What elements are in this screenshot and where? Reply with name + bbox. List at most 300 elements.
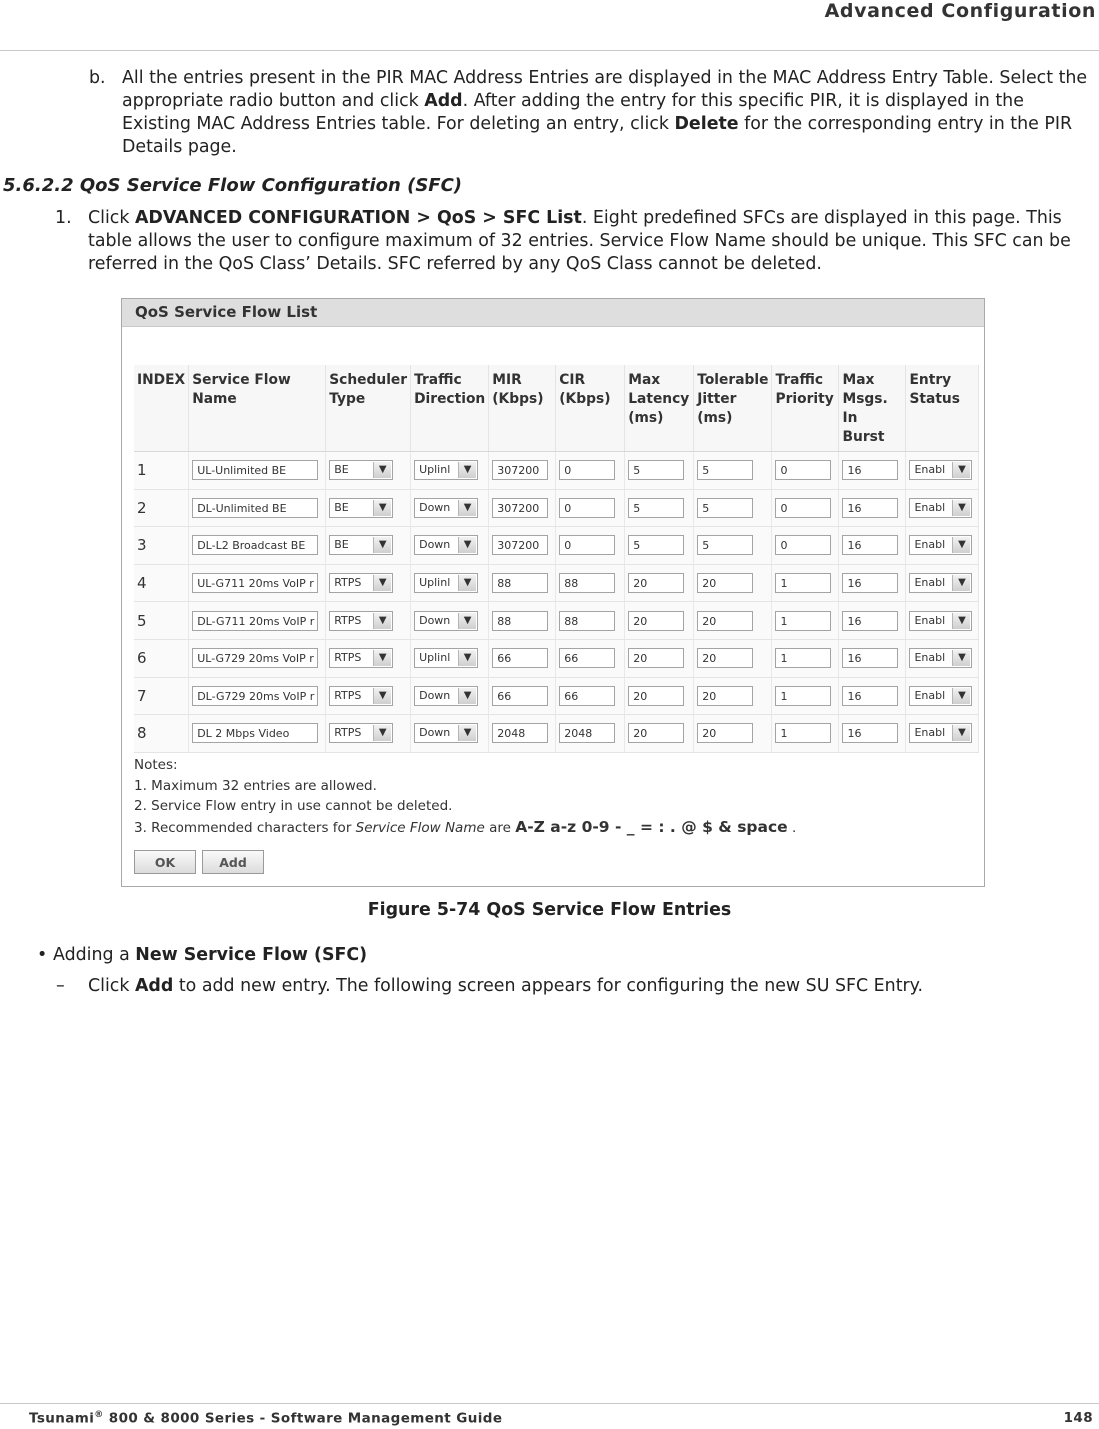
cell-traffic-direction xyxy=(411,489,489,527)
service-flow-name-input[interactable]: DL-Unlimited BE xyxy=(192,498,318,518)
scheduler-type-select[interactable] xyxy=(329,611,393,631)
column-header-index xyxy=(134,365,189,452)
notes-heading: Notes: xyxy=(134,757,178,773)
cell-index: 2 xyxy=(134,489,189,527)
scheduler-type-select[interactable] xyxy=(329,535,393,555)
entry-status-select[interactable] xyxy=(909,573,972,593)
cell-tolerable-jitter xyxy=(694,602,772,640)
note-3 xyxy=(134,817,796,839)
column-header-line: Direction xyxy=(414,391,486,407)
column-header-line: Status xyxy=(909,391,960,407)
bullet-marker: • xyxy=(37,945,48,965)
cell-mir xyxy=(489,602,556,640)
select-value: Uplinl xyxy=(419,576,451,590)
step-1-paragraph xyxy=(88,207,1096,276)
service-flow-name-input[interactable]: DL-G729 20ms VoIP r xyxy=(192,686,318,706)
cell-cir xyxy=(556,639,625,677)
panel-title: QoS Service Flow List xyxy=(122,299,984,327)
chevron-down-icon: ▼ xyxy=(373,537,391,553)
cell-traffic-direction xyxy=(411,677,489,715)
traffic-priority-input[interactable]: 1 xyxy=(775,648,831,668)
cell-traffic-direction xyxy=(411,564,489,602)
cell-tolerable-jitter xyxy=(694,489,772,527)
table-row xyxy=(134,715,979,753)
cell-max-latency xyxy=(625,602,694,640)
column-header-line: Scheduler xyxy=(329,372,408,388)
chevron-down-icon: ▼ xyxy=(952,688,970,704)
cell-tolerable-jitter xyxy=(694,677,772,715)
entry-status-select[interactable] xyxy=(909,498,972,518)
cell-tolerable-jitter xyxy=(694,715,772,753)
chevron-down-icon: ▼ xyxy=(373,613,391,629)
entry-status-select[interactable] xyxy=(909,686,972,706)
step-1-text-1: Click xyxy=(88,208,135,228)
cell-index: 8 xyxy=(134,715,189,753)
step-1-menu-path: ADVANCED CONFIGURATION > QoS > SFC List xyxy=(134,208,582,228)
cell-max-msgs-burst xyxy=(839,564,906,602)
table-row xyxy=(134,489,979,527)
column-header-line: INDEX xyxy=(137,372,186,388)
mir-input[interactable]: 2048 xyxy=(492,723,548,743)
select-value: Uplinl xyxy=(419,651,451,665)
sfc-table xyxy=(134,365,979,753)
cell-max-latency xyxy=(625,677,694,715)
scheduler-type-select[interactable] xyxy=(329,648,393,668)
cell-service-flow-name xyxy=(189,564,326,602)
cell-entry-status xyxy=(906,564,979,602)
max-latency-input[interactable]: 20 xyxy=(628,723,684,743)
column-header-max-latency xyxy=(625,365,694,452)
scheduler-type-select[interactable] xyxy=(329,460,393,480)
column-header-line: (Kbps) xyxy=(492,391,544,407)
traffic-direction-select[interactable] xyxy=(414,686,478,706)
cell-traffic-direction xyxy=(411,715,489,753)
step-1-text-2: . Eight predefined SFCs are displayed in this page. This table allows the user to configure maximum of 32 entries. Service Flow Name should be unique. This SFC can be referred in the QoS Class’ Details. SFC referred by any QoS Class cannot be deleted. xyxy=(88,208,1071,274)
mir-input[interactable]: 88 xyxy=(492,573,548,593)
tolerable-jitter-input[interactable]: 20 xyxy=(697,573,753,593)
cell-tolerable-jitter xyxy=(694,527,772,565)
chevron-down-icon: ▼ xyxy=(373,500,391,516)
cell-max-latency xyxy=(625,639,694,677)
note-3-mid: are xyxy=(484,819,516,836)
select-value: Down xyxy=(419,688,451,702)
cell-max-msgs-burst xyxy=(839,527,906,565)
cell-entry-status xyxy=(906,452,979,490)
max-msgs-burst-input[interactable]: 16 xyxy=(842,611,898,631)
bullet-text: Adding a xyxy=(53,945,136,965)
note-1: 1. Maximum 32 entries are allowed. xyxy=(134,777,377,794)
tolerable-jitter-input[interactable]: 20 xyxy=(697,686,753,706)
column-header-entry-status xyxy=(906,365,979,452)
step-b-add-term: Add xyxy=(424,91,463,111)
cir-input[interactable]: 2048 xyxy=(559,723,615,743)
mir-input[interactable]: 66 xyxy=(492,686,548,706)
table-row xyxy=(134,564,979,602)
mir-input[interactable]: 66 xyxy=(492,648,548,668)
column-header-line: Name xyxy=(192,391,237,407)
cell-index: 3 xyxy=(134,527,189,565)
cell-tolerable-jitter xyxy=(694,452,772,490)
cell-index: 7 xyxy=(134,677,189,715)
cell-cir xyxy=(556,715,625,753)
column-header-line: Traffic xyxy=(414,372,462,388)
max-latency-input[interactable]: 20 xyxy=(628,611,684,631)
chevron-down-icon: ▼ xyxy=(458,462,476,478)
select-value: Down xyxy=(419,538,451,552)
step-1-marker: 1. xyxy=(55,208,72,228)
max-latency-input[interactable]: 5 xyxy=(628,498,684,518)
cell-traffic-priority xyxy=(772,489,839,527)
column-header-traffic-priority xyxy=(772,365,839,452)
column-header-line: (ms) xyxy=(697,410,733,426)
chevron-down-icon: ▼ xyxy=(458,688,476,704)
dash-add-term: Add xyxy=(134,976,174,996)
select-value: Down xyxy=(419,726,451,740)
cell-max-msgs-burst xyxy=(839,677,906,715)
cell-scheduler-type xyxy=(326,452,411,490)
qos-service-flow-panel xyxy=(121,298,985,887)
cell-service-flow-name xyxy=(189,677,326,715)
cell-index: 1 xyxy=(134,452,189,490)
column-header-line: Max xyxy=(628,372,661,388)
chevron-down-icon: ▼ xyxy=(373,725,391,741)
cell-traffic-priority xyxy=(772,527,839,565)
footer-guide-name: 800 & 8000 Series - Software Management Guide xyxy=(103,1410,503,1427)
cell-traffic-direction xyxy=(411,602,489,640)
traffic-direction-select[interactable] xyxy=(414,573,478,593)
cell-index: 5 xyxy=(134,602,189,640)
cell-mir xyxy=(489,489,556,527)
service-flow-name-input[interactable]: DL-L2 Broadcast BE xyxy=(192,535,318,555)
header-divider xyxy=(0,50,1099,51)
cell-index: 4 xyxy=(134,564,189,602)
column-header-traffic-direction xyxy=(411,365,489,452)
column-header-line: MIR xyxy=(492,372,522,388)
footer-brand: Tsunami xyxy=(29,1410,95,1427)
column-header-line: Msgs. In xyxy=(842,391,888,426)
chevron-down-icon: ▼ xyxy=(952,462,970,478)
traffic-priority-input[interactable]: 1 xyxy=(775,573,831,593)
select-value: RTPS xyxy=(334,726,362,740)
chevron-down-icon: ▼ xyxy=(952,500,970,516)
cell-tolerable-jitter xyxy=(694,564,772,602)
table-row xyxy=(134,602,979,640)
entry-status-select[interactable] xyxy=(909,535,972,555)
traffic-priority-input[interactable]: 1 xyxy=(775,723,831,743)
cell-traffic-priority xyxy=(772,677,839,715)
max-latency-input[interactable]: 20 xyxy=(628,648,684,668)
table-row xyxy=(134,677,979,715)
chevron-down-icon: ▼ xyxy=(952,537,970,553)
scheduler-type-select[interactable] xyxy=(329,686,393,706)
step-b-text-2: . After adding the entry for this specific PIR, it is displayed in the Existing MAC Address Entries table. For deleting an entry, click xyxy=(122,91,1024,134)
cell-service-flow-name xyxy=(189,715,326,753)
cell-traffic-priority xyxy=(772,602,839,640)
column-header-max-msgs-burst xyxy=(839,365,906,452)
traffic-priority-input[interactable]: 0 xyxy=(775,535,831,555)
page-number: 148 xyxy=(1063,1410,1093,1426)
max-msgs-burst-input[interactable]: 16 xyxy=(842,686,898,706)
cell-entry-status xyxy=(906,677,979,715)
cell-max-msgs-burst xyxy=(839,602,906,640)
max-latency-input[interactable]: 20 xyxy=(628,686,684,706)
cell-entry-status xyxy=(906,602,979,640)
max-msgs-burst-input[interactable]: 16 xyxy=(842,460,898,480)
cell-mir xyxy=(489,452,556,490)
column-header-line: Traffic xyxy=(775,372,824,388)
table-body xyxy=(134,452,979,753)
dash-text-1: Click xyxy=(88,976,135,996)
cell-max-msgs-burst xyxy=(839,489,906,527)
cell-entry-status xyxy=(906,715,979,753)
cell-traffic-priority xyxy=(772,715,839,753)
column-header-line: (Kbps) xyxy=(559,391,611,407)
cell-scheduler-type xyxy=(326,489,411,527)
column-header-line: CIR xyxy=(559,372,586,388)
column-header-line: Burst xyxy=(842,429,885,445)
select-value: BE xyxy=(334,463,349,477)
column-header-line: Tolerable xyxy=(697,372,769,388)
chevron-down-icon: ▼ xyxy=(952,725,970,741)
column-header-line: Entry xyxy=(909,372,952,388)
table-header-row xyxy=(134,365,979,452)
cell-entry-status xyxy=(906,527,979,565)
traffic-direction-select[interactable] xyxy=(414,535,478,555)
cell-mir xyxy=(489,639,556,677)
footer-title xyxy=(29,1410,502,1427)
page-header-title: Advanced Configuration xyxy=(824,0,1096,22)
step-b-marker: b. xyxy=(89,68,106,88)
traffic-direction-select[interactable] xyxy=(414,723,478,743)
max-msgs-burst-input[interactable]: 16 xyxy=(842,573,898,593)
section-heading: 5.6.2.2 QoS Service Flow Configuration (SFC) xyxy=(3,175,463,196)
cell-scheduler-type xyxy=(326,677,411,715)
cir-input[interactable]: 0 xyxy=(559,535,615,555)
note-3-end: . xyxy=(787,819,797,836)
tolerable-jitter-input[interactable]: 20 xyxy=(697,611,753,631)
chevron-down-icon: ▼ xyxy=(952,650,970,666)
tolerable-jitter-input[interactable]: 5 xyxy=(697,535,753,555)
cell-cir xyxy=(556,602,625,640)
cell-scheduler-type xyxy=(326,527,411,565)
cell-cir xyxy=(556,489,625,527)
cell-max-msgs-burst xyxy=(839,452,906,490)
cell-cir xyxy=(556,677,625,715)
select-value: Enabl xyxy=(914,613,946,627)
note-2: 2. Service Flow entry in use cannot be deleted. xyxy=(134,798,453,814)
footer-registered-mark: ® xyxy=(94,1410,104,1420)
column-header-tolerable-jitter xyxy=(694,365,772,452)
select-value: BE xyxy=(334,538,349,552)
chevron-down-icon: ▼ xyxy=(373,688,391,704)
step-b-delete-term: Delete xyxy=(674,114,739,134)
select-value: Uplinl xyxy=(419,463,451,477)
select-value: Down xyxy=(419,613,451,627)
cir-input[interactable]: 0 xyxy=(559,498,615,518)
table-row xyxy=(134,639,979,677)
traffic-priority-input[interactable]: 1 xyxy=(775,686,831,706)
select-value: Enabl xyxy=(914,500,946,514)
scheduler-type-select[interactable] xyxy=(329,498,393,518)
note-3-allowed-chars: A-Z a-z 0-9 - _ = : . @ $ & space xyxy=(515,817,788,836)
mir-input[interactable]: 307200 xyxy=(492,460,548,480)
chevron-down-icon: ▼ xyxy=(373,575,391,591)
service-flow-name-input[interactable]: UL-G729 20ms VoIP r xyxy=(192,648,318,668)
cell-traffic-priority xyxy=(772,452,839,490)
column-header-line: Type xyxy=(329,391,366,407)
tolerable-jitter-input[interactable]: 20 xyxy=(697,723,753,743)
cir-input[interactable]: 88 xyxy=(559,573,615,593)
column-header-line: (ms) xyxy=(628,410,664,426)
select-value: RTPS xyxy=(334,576,362,590)
column-header-line: Priority xyxy=(775,391,834,407)
dash-text-2: to add new entry. The following screen appears for configuring the new SU SFC Entry. xyxy=(173,976,923,996)
cell-traffic-direction xyxy=(411,452,489,490)
cell-mir xyxy=(489,527,556,565)
cell-mir xyxy=(489,564,556,602)
column-header-line: Latency xyxy=(628,391,690,407)
select-value: Down xyxy=(419,500,451,514)
cir-input[interactable]: 0 xyxy=(559,460,615,480)
chevron-down-icon: ▼ xyxy=(373,462,391,478)
cell-cir xyxy=(556,564,625,602)
entry-status-select[interactable] xyxy=(909,460,972,480)
entry-status-select[interactable] xyxy=(909,648,972,668)
cell-max-latency xyxy=(625,489,694,527)
cell-service-flow-name xyxy=(189,639,326,677)
scheduler-type-select[interactable] xyxy=(329,723,393,743)
max-latency-input[interactable]: 5 xyxy=(628,460,684,480)
traffic-direction-select[interactable] xyxy=(414,498,478,518)
column-header-service-flow-name xyxy=(189,365,326,452)
select-value: Enabl xyxy=(914,688,946,702)
tolerable-jitter-input[interactable]: 5 xyxy=(697,498,753,518)
max-msgs-burst-input[interactable]: 16 xyxy=(842,535,898,555)
cell-cir xyxy=(556,527,625,565)
cell-scheduler-type xyxy=(326,639,411,677)
cell-max-latency xyxy=(625,715,694,753)
cell-max-msgs-burst xyxy=(839,639,906,677)
cell-max-latency xyxy=(625,527,694,565)
cell-traffic-priority xyxy=(772,564,839,602)
table-row xyxy=(134,452,979,490)
select-value: Enabl xyxy=(914,463,946,477)
cell-service-flow-name xyxy=(189,489,326,527)
footer-divider xyxy=(0,1403,1099,1404)
column-header-line: Service Flow xyxy=(192,372,291,388)
select-value: Enabl xyxy=(914,576,946,590)
dash-paragraph xyxy=(88,975,923,998)
chevron-down-icon: ▼ xyxy=(952,613,970,629)
ok-button[interactable]: OK xyxy=(134,850,196,874)
traffic-direction-select[interactable] xyxy=(414,460,478,480)
select-value: Enabl xyxy=(914,538,946,552)
add-button[interactable]: Add xyxy=(202,850,264,874)
mir-input[interactable]: 88 xyxy=(492,611,548,631)
select-value: RTPS xyxy=(334,688,362,702)
service-flow-name-input[interactable]: UL-Unlimited BE xyxy=(192,460,318,480)
cell-index: 6 xyxy=(134,639,189,677)
figure-caption: Figure 5-74 QoS Service Flow Entries xyxy=(367,900,732,920)
max-msgs-burst-input[interactable]: 16 xyxy=(842,723,898,743)
cir-input[interactable]: 88 xyxy=(559,611,615,631)
mir-input[interactable]: 307200 xyxy=(492,498,548,518)
cell-max-latency xyxy=(625,452,694,490)
cell-service-flow-name xyxy=(189,527,326,565)
bullet-term: New Service Flow (SFC) xyxy=(135,945,368,965)
select-value: Enabl xyxy=(914,726,946,740)
max-latency-input[interactable]: 20 xyxy=(628,573,684,593)
traffic-priority-input[interactable]: 0 xyxy=(775,460,831,480)
entry-status-select[interactable] xyxy=(909,723,972,743)
cell-scheduler-type xyxy=(326,564,411,602)
chevron-down-icon: ▼ xyxy=(458,650,476,666)
cell-scheduler-type xyxy=(326,602,411,640)
max-msgs-burst-input[interactable]: 16 xyxy=(842,648,898,668)
tolerable-jitter-input[interactable]: 5 xyxy=(697,460,753,480)
service-flow-name-input[interactable]: UL-G711 20ms VoIP r xyxy=(192,573,318,593)
column-header-mir xyxy=(489,365,556,452)
chevron-down-icon: ▼ xyxy=(458,500,476,516)
notes-block xyxy=(134,755,796,838)
traffic-direction-select[interactable] xyxy=(414,611,478,631)
note-3-field-name: Service Flow Name xyxy=(355,819,485,836)
cell-service-flow-name xyxy=(189,602,326,640)
cell-max-latency xyxy=(625,564,694,602)
cell-tolerable-jitter xyxy=(694,639,772,677)
select-value: RTPS xyxy=(334,613,362,627)
chevron-down-icon: ▼ xyxy=(373,650,391,666)
select-value: Enabl xyxy=(914,651,946,665)
cell-mir xyxy=(489,677,556,715)
cell-traffic-priority xyxy=(772,639,839,677)
traffic-priority-input[interactable]: 1 xyxy=(775,611,831,631)
select-value: BE xyxy=(334,500,349,514)
max-latency-input[interactable]: 5 xyxy=(628,535,684,555)
table-row xyxy=(134,527,979,565)
scheduler-type-select[interactable] xyxy=(329,573,393,593)
column-header-cir xyxy=(556,365,625,452)
note-3-prefix: 3. Recommended characters for xyxy=(134,819,356,836)
chevron-down-icon: ▼ xyxy=(458,575,476,591)
bullet-paragraph xyxy=(53,944,367,967)
cell-max-msgs-burst xyxy=(839,715,906,753)
step-b-text-3: for the corresponding entry in the PIR Details page. xyxy=(122,114,1073,157)
mir-input[interactable]: 307200 xyxy=(492,535,548,555)
chevron-down-icon: ▼ xyxy=(458,537,476,553)
cell-entry-status xyxy=(906,489,979,527)
cell-service-flow-name xyxy=(189,452,326,490)
step-b-paragraph xyxy=(122,67,1097,159)
step-b-text-1: All the entries present in the PIR MAC Address Entries are displayed in the MAC Address Entry Table. Select the appropriate radio button and click xyxy=(122,68,1088,111)
tolerable-jitter-input[interactable]: 20 xyxy=(697,648,753,668)
service-flow-name-input[interactable]: DL 2 Mbps Video xyxy=(192,723,318,743)
select-value: RTPS xyxy=(334,651,362,665)
service-flow-name-input[interactable]: DL-G711 20ms VoIP r xyxy=(192,611,318,631)
cir-input[interactable]: 66 xyxy=(559,648,615,668)
traffic-priority-input[interactable]: 0 xyxy=(775,498,831,518)
chevron-down-icon: ▼ xyxy=(458,613,476,629)
cir-input[interactable]: 66 xyxy=(559,686,615,706)
column-header-scheduler-type xyxy=(326,365,411,452)
max-msgs-burst-input[interactable]: 16 xyxy=(842,498,898,518)
traffic-direction-select[interactable] xyxy=(414,648,478,668)
column-header-line: Max xyxy=(842,372,875,388)
cell-traffic-direction xyxy=(411,527,489,565)
cell-cir xyxy=(556,452,625,490)
cell-scheduler-type xyxy=(326,715,411,753)
entry-status-select[interactable] xyxy=(909,611,972,631)
